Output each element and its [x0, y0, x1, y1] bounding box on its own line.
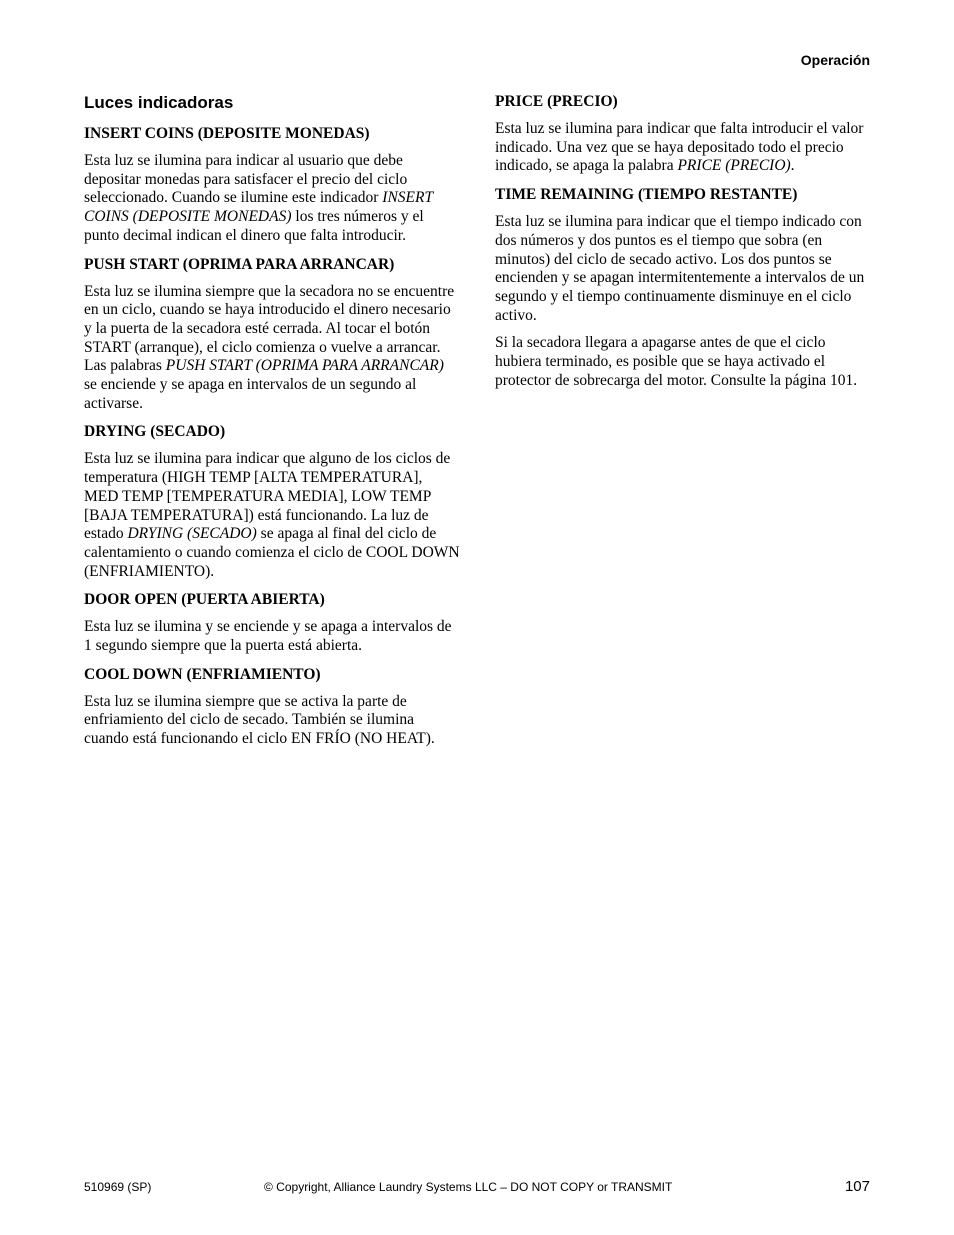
- indicator-description: [84, 618, 460, 655]
- page-footer: [84, 1178, 870, 1198]
- indicator-section: [84, 255, 460, 414]
- italic-term: PUSH START (OPRIMA PARA ARRANCAR): [165, 357, 444, 375]
- indicator-heading: TIME REMAINING (TIEMPO RESTANTE): [495, 186, 798, 204]
- indicator-description: [84, 152, 460, 246]
- text-run: se apaga al final del ciclo de calentamiento o cuando comienza el ciclo de COOL DOWN (ENFRIAMIENTO).: [84, 525, 460, 580]
- indicator-section: [495, 185, 873, 390]
- left-column: [84, 92, 460, 758]
- text-run: Esta luz se ilumina para indicar que el tiempo indicado con dos números y dos puntos es el tiempo que sobra (en minutos) del ciclo de secado activo. Los dos puntos se encienden y se apagan intermitentemente a intervalos de un segundo y el tiempo continuamente disminuye en el ciclo activo.: [495, 213, 865, 324]
- text-run: Esta luz se ilumina y se enciende y se apaga a intervalos de 1 segundo siempre que la puerta está abierta.: [84, 618, 452, 655]
- section-title: Luces indicadoras: [84, 93, 234, 112]
- text-run: los tres números y el punto decimal indican el dinero que falta introducir.: [84, 208, 424, 244]
- text-run: .: [790, 157, 795, 175]
- indicator-section: [84, 124, 460, 246]
- indicator-heading: DRYING (SECADO): [84, 423, 226, 441]
- text-run: Si la secadora llegara a apagarse antes de que el ciclo hubiera terminado, es posible que se haya activado el protector de sobrecarga del motor. Consulte la página 101.: [495, 334, 858, 389]
- indicator-section: [84, 422, 460, 581]
- italic-term: DRYING (SECADO): [127, 525, 257, 543]
- right-blocks: [495, 92, 873, 390]
- right-column: [495, 92, 873, 399]
- indicator-description: [84, 693, 460, 749]
- indicator-description: [495, 213, 873, 325]
- indicator-heading: PUSH START (OPRIMA PARA ARRANCAR): [84, 255, 395, 273]
- header-section-title: Operación: [800, 52, 870, 68]
- indicator-heading: COOL DOWN (ENFRIAMIENTO): [84, 665, 321, 683]
- document-number: 510969 (SP): [84, 1180, 152, 1194]
- text-run: Esta luz se ilumina para indicar al usuario que debe depositar monedas para satisfacer el precio del ciclo seleccionado. Cuando se ilumine este indicador: [84, 152, 408, 207]
- text-run: se enciende y se apaga en intervalos de un segundo al activarse.: [84, 376, 417, 412]
- indicator-heading: PRICE (PRECIO): [495, 93, 618, 110]
- text-run: Esta luz se ilumina siempre que la secadora no se encuentre en un ciclo, cuando se haya introducido el dinero necesario y la puerta de la secadora esté cerrada. Al tocar el botón START (arranque), el ciclo comienza o vuelve a arrancar. Las palabras: [84, 282, 455, 375]
- indicator-section: [495, 92, 873, 176]
- page-number: 107: [844, 1178, 870, 1195]
- indicator-description: [84, 450, 460, 581]
- text-run: Esta luz se ilumina siempre que se activa la parte de enfriamiento del ciclo de secado. También se ilumina cuando está funcionando el ciclo EN FRÍO (NO HEAT).: [84, 692, 435, 748]
- text-run: Esta luz se ilumina para indicar que alguno de los ciclos de temperatura (HIGH TEMP [ALTA TEMPERATURA], MED TEMP [TEMPERATURA MEDIA], LOW TEMP [BAJA TEMPERATURA]) está funcionando. La luz de estado: [84, 450, 451, 543]
- italic-term: INSERT COINS (DEPOSITE MONEDAS): [84, 189, 433, 226]
- copyright-notice: © Copyright, Alliance Laundry Systems LLC – DO NOT COPY or TRANSMIT: [264, 1180, 673, 1194]
- text-run: Esta luz se ilumina para indicar que falta introducir el valor indicado. Una vez que se haya depositado todo el precio indicado, se apaga la palabra: [495, 120, 864, 175]
- left-blocks: [84, 124, 460, 749]
- indicator-description: [84, 283, 460, 414]
- indicator-description: [495, 334, 873, 390]
- indicator-description: [495, 120, 873, 176]
- indicator-section: [84, 665, 460, 749]
- indicator-heading: INSERT COINS (DEPOSITE MONEDAS): [84, 125, 370, 142]
- indicator-section: [84, 590, 460, 655]
- indicator-heading: DOOR OPEN (PUERTA ABIERTA): [84, 591, 325, 609]
- italic-term: PRICE (PRECIO): [677, 157, 791, 175]
